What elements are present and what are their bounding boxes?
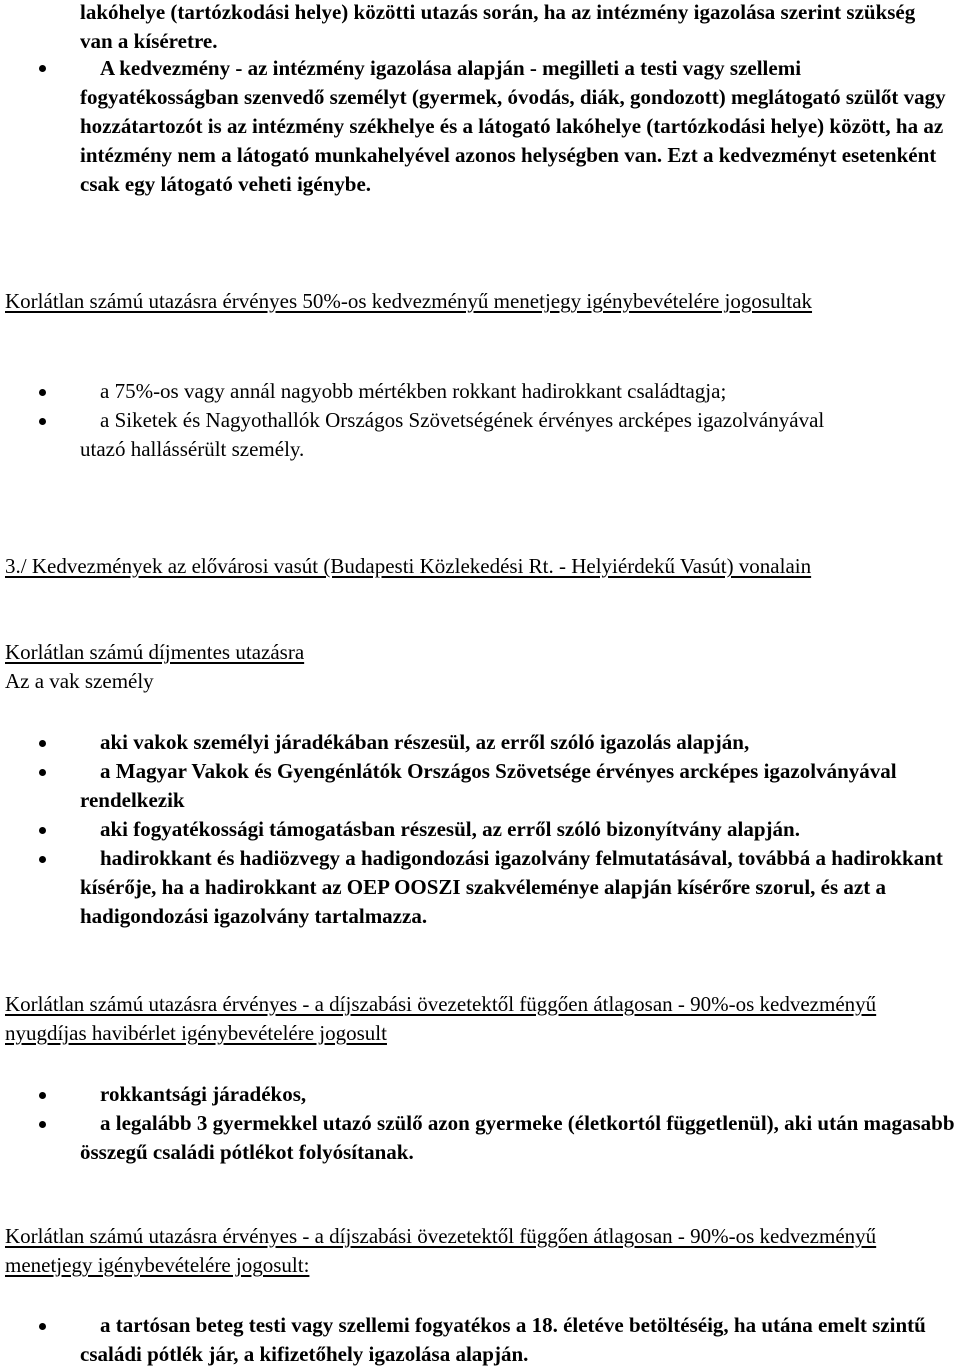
section-90-jegy-heading: Korlátlan számú utazásra érvényes - a díjszabási övezetektől függően átlagosan - 90%-os kedvezményű menetjegy igénybevételére jogosult: [5, 1224, 877, 1277]
section-3-item-2: a Magyar Vakok és Gyengénlátók Országos Szövetsége érvényes arcképes igazolványával rendelkezik [80, 759, 897, 812]
bullet-icon [39, 65, 46, 72]
bullet-icon [39, 1092, 46, 1099]
bullet-icon [39, 418, 46, 425]
section-90-berlet-item-1: rokkantsági járadékos, [100, 1082, 307, 1106]
section-3-subheading: Korlátlan számú díjmentes utazásra [5, 640, 305, 664]
bullet-icon [39, 389, 46, 396]
section-90-berlet-item-2: a legalább 3 gyermekkel utazó szülő azon gyermeke (életkortól függetlenül), aki után magasabb összegű családi pótlékot folyósítanak. [80, 1111, 955, 1164]
section-3-lead: Az a vak személy [5, 669, 154, 693]
section-90-berlet-heading: Korlátlan számú utazásra érvényes - a díjszabási övezetektől függően átlagosan - 90%-os kedvezményű nyugdíjas havibérlet igénybevételére jogosult [5, 992, 877, 1045]
section-50-item-2: a Siketek és Nagyothallók Országos Szövetségének érvényes arcképes igazolványával utazó hallássérült személy. [80, 408, 825, 461]
section-50-heading: Korlátlan számú utazásra érvényes 50%-os kedvezményű menetjegy igénybevételére jogosultak [5, 289, 813, 313]
section-3-item-1: aki vakok személyi járadékában részesül, az erről szóló igazolás alapján, [100, 730, 750, 754]
section-3-item-3: aki fogyatékossági támogatásban részesül, az erről szóló bizonyítvány alapján. [100, 817, 800, 841]
bullet-icon [39, 1121, 46, 1128]
section-90-jegy-item-1: a tartósan beteg testi vagy szellemi fogyatékos a 18. életéve betöltéséig, ha utána emelt szintű családi pótlék jár, a kifizetőhely igazolása alapján. [80, 1313, 926, 1366]
bullet-icon [39, 1323, 46, 1330]
section-50-item-1: a 75%-os vagy annál nagyobb mértékben rokkant hadirokkant családtagja; [100, 379, 727, 403]
bullet-icon [39, 827, 46, 834]
bullet-icon [39, 740, 46, 747]
intro-bullet-text: A kedvezmény - az intézmény igazolása alapján - megilleti a testi vagy szellemi fogyatékosságban szenvedő személyt (gyermek, óvodás, diák, gondozott) meglátogató szülőt vagy hozzátartozót is az intézmény székhelye és a látogató lakóhelye (tartózkodási helye) között, ha az intézmény nem a látogató munkahelyével azonos helységben van. Ezt a kedvezményt esetenként csak egy látogató veheti igénybe. [80, 56, 946, 196]
bullet-icon [39, 856, 46, 863]
bullet-icon [39, 769, 46, 776]
section-3-item-4: hadirokkant és hadiözvegy a hadigondozási igazolvány felmutatásával, továbbá a hadirokkant kísérője, ha a hadirokkant az OEP OOSZI szakvéleménye alapján kísérőre szorul, és azt a hadigondozási igazolvány tartalmazza. [80, 846, 943, 928]
section-3-heading: 3./ Kedvezmények az elővárosi vasút (Budapesti Közlekedési Rt. - Helyiérdekű Vasút) vonalain [5, 554, 812, 578]
intro-continuation: lakóhelye (tartózkodási helye) közötti utazás során, ha az intézmény igazolása szerint szükség van a kíséretre. [80, 0, 916, 53]
